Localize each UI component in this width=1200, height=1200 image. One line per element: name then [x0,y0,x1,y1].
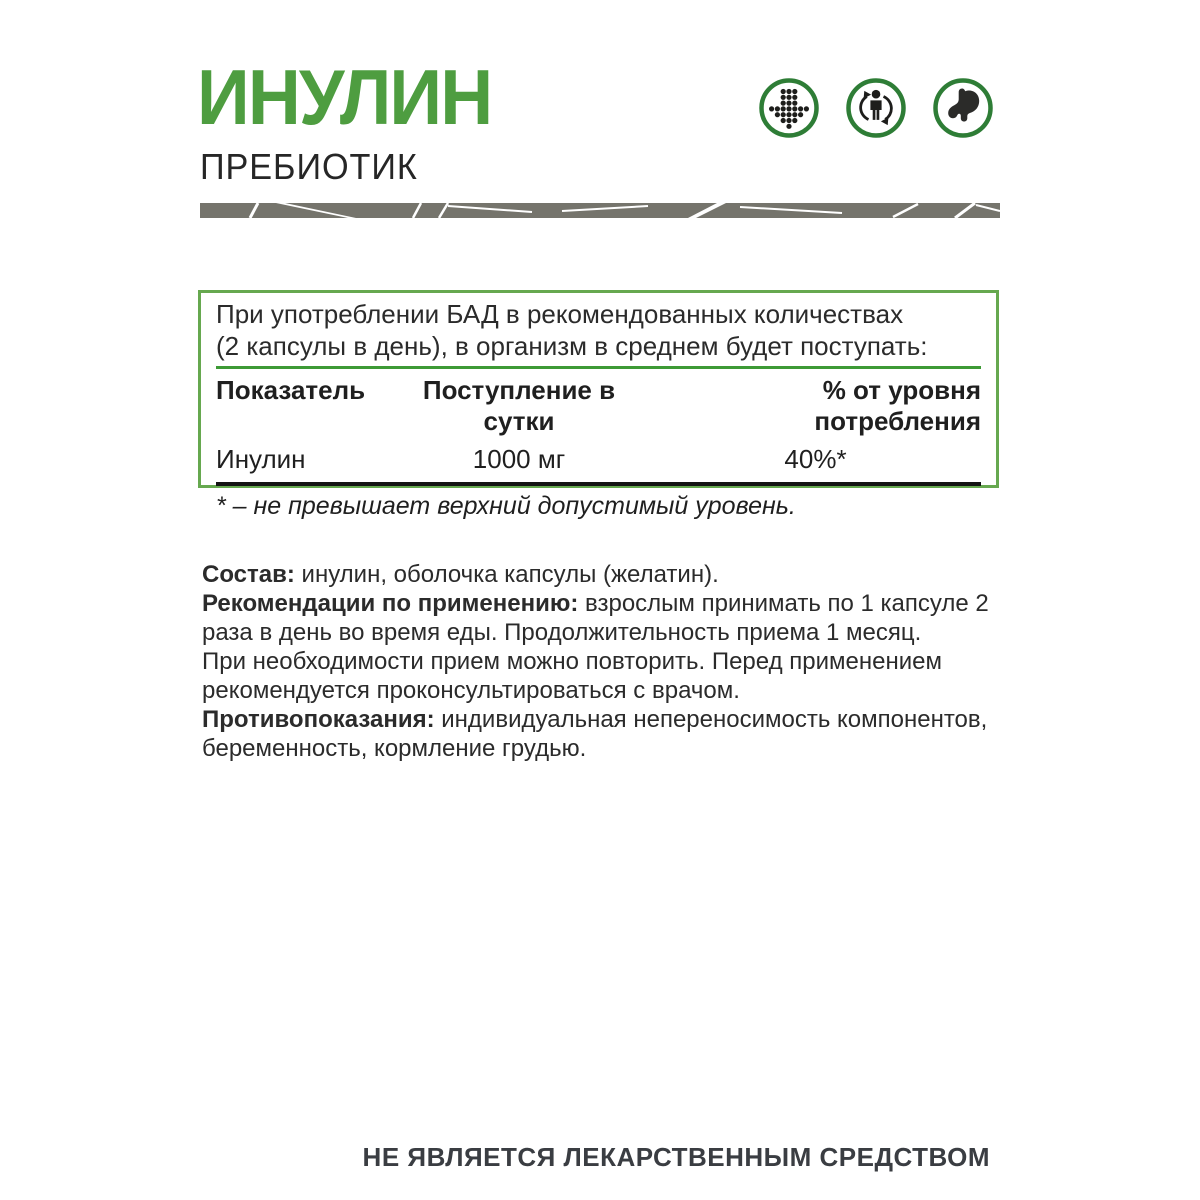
table-header-row [216,375,981,437]
recommendations-paragraph [202,589,1017,647]
product-title: ИНУЛИН [197,53,492,141]
repeat-course-text: При необходимости прием можно повторить. Перед применением рекомендуется проконсультироваться с врачом. [202,648,942,704]
benefit-icons [758,77,994,139]
table-header-daily-intake: Поступление в сутки [422,375,616,436]
black-divider [216,482,981,486]
stomach-icon [932,77,994,139]
recommendations-label: Рекомендации по применению: [202,590,579,617]
contraindications-text: индивидуальная непереносимость компонентов, беременность, кормление грудью. [202,706,988,762]
intake-info-box [198,290,999,520]
table-cell-name: Инулин [216,444,306,474]
repeat-course-paragraph [202,647,1017,705]
contraindications-paragraph [202,705,1017,763]
table-header-percent: % от уровня потребления [814,375,981,436]
product-subtitle: ПРЕБИОТИК [200,146,418,187]
table-cell-percent: 40%* [784,444,847,474]
dotted-arrow-down-icon [758,77,820,139]
intake-intro-line1: При употреблении БАД в рекомендованных количествах [216,299,904,329]
table-row [216,444,981,475]
composition-paragraph [202,560,1017,589]
metabolism-person-icon [845,77,907,139]
green-divider [216,366,981,369]
table-header-indicator: Показатель [216,375,366,405]
intake-intro-line2: (2 капсулы в день), в организм в среднем будет поступать: [216,331,928,361]
table-cell-daily-intake: 1000 мг [472,444,566,474]
disclaimer: НЕ ЯВЛЯЕТСЯ ЛЕКАРСТВЕННЫМ СРЕДСТВОМ [362,1142,990,1172]
composition-text: инулин, оболочка капсулы (желатин). [294,561,719,588]
recommendations-text: взрослым принимать по 1 капсуле 2 раза в день во время еды. Продолжительность приема 1 месяц. [202,590,989,646]
contraindications-label: Противопоказания: [202,706,435,733]
composition-label: Состав: [202,561,295,588]
table-footnote: * – не превышает верхний допустимый уровень. [216,492,796,520]
decorative-banner [200,203,1000,218]
details-text [202,560,1017,763]
